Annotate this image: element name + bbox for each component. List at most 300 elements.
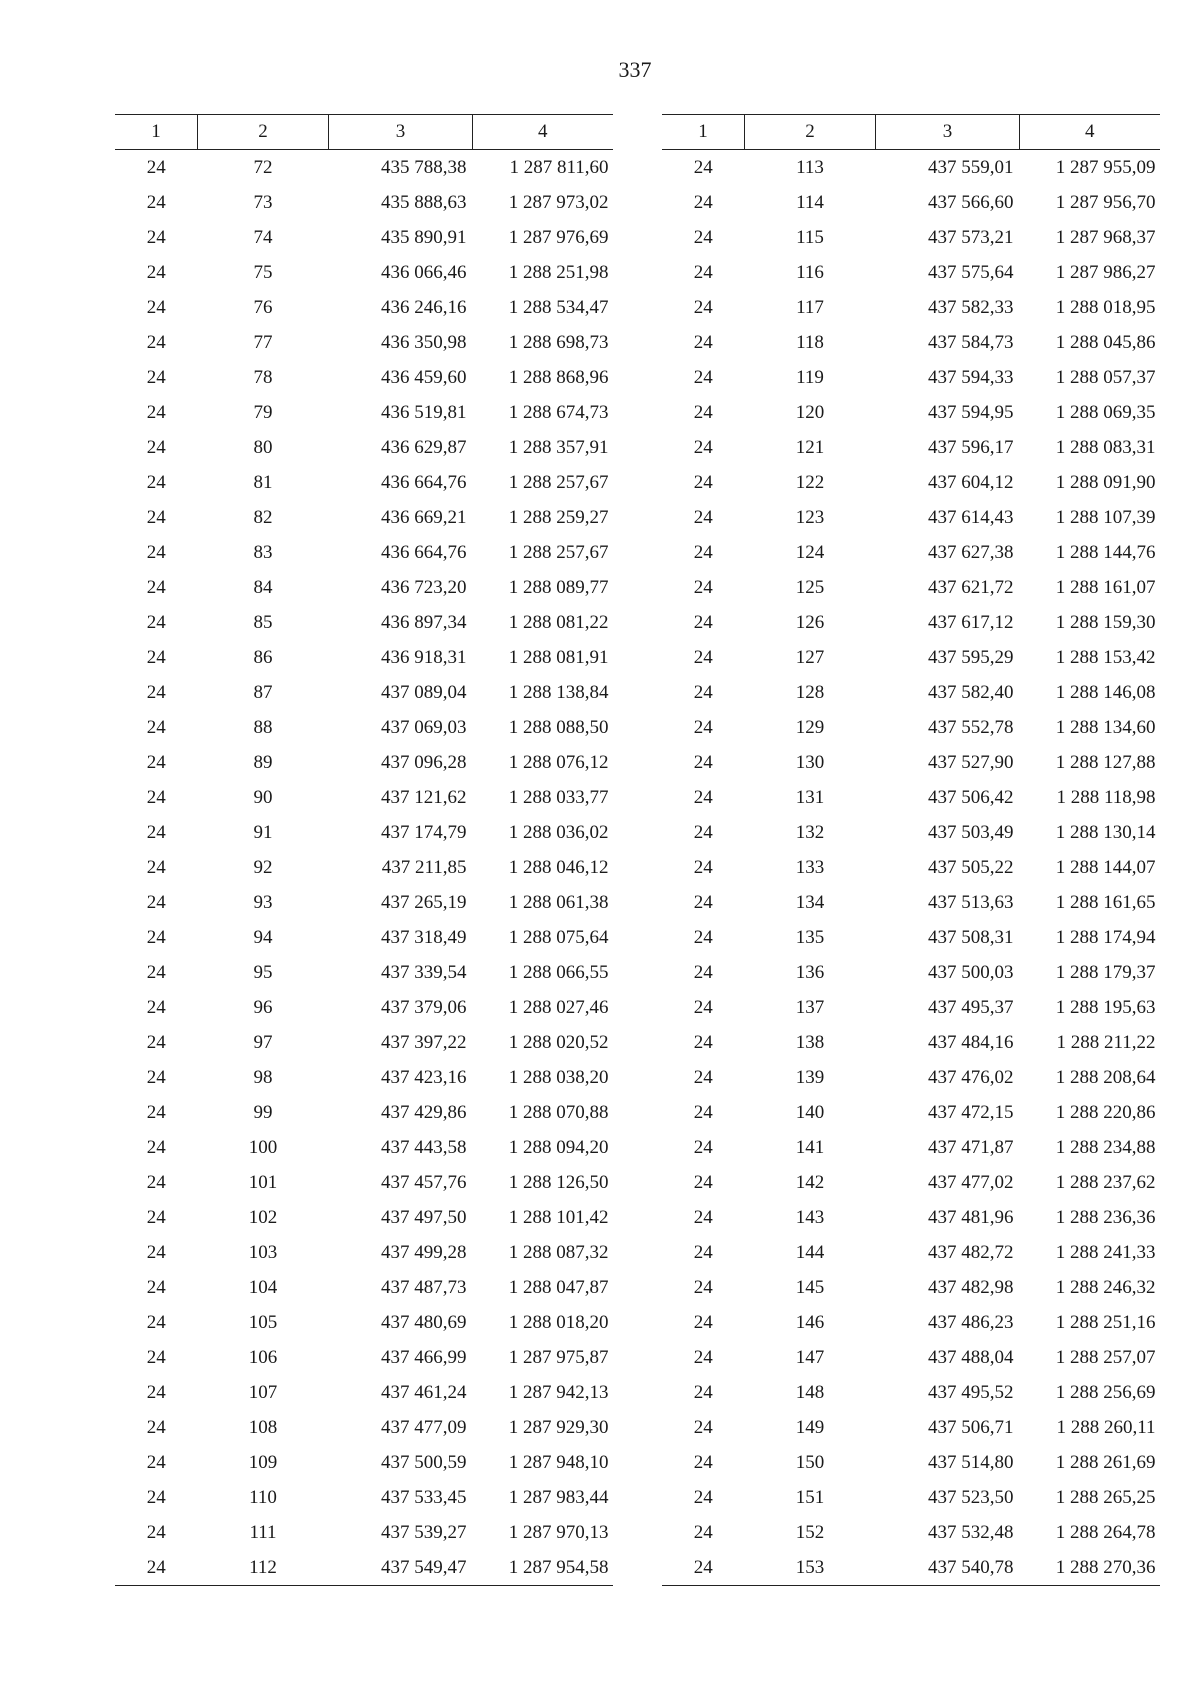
cell-point: 143 [795, 1206, 825, 1228]
cell-y: 1 288 081,22 [508, 611, 609, 633]
column-header: 2 [198, 115, 329, 150]
cell-y: 1 288 144,76 [1055, 541, 1156, 563]
cell-y: 1 288 018,20 [508, 1311, 609, 1333]
cell-y: 1 288 211,22 [1056, 1031, 1156, 1053]
cell-y: 1 288 020,52 [508, 1031, 609, 1053]
cell-contour: 24 [693, 1381, 713, 1403]
cell-contour: 24 [146, 821, 166, 843]
cell-point: 131 [795, 786, 825, 808]
cell-point: 84 [253, 576, 273, 598]
cell-contour: 24 [146, 191, 166, 213]
cell-contour: 24 [693, 1171, 713, 1193]
cell-point: 80 [253, 436, 273, 458]
cell-x: 437 614,43 [928, 506, 1014, 528]
cell-point: 135 [795, 926, 825, 948]
cell-y: 1 288 159,30 [1055, 611, 1156, 633]
cell-point: 147 [795, 1346, 825, 1368]
cell-y: 1 288 534,47 [508, 296, 609, 318]
cell-contour: 24 [693, 1521, 713, 1543]
cell-y: 1 288 075,64 [508, 926, 609, 948]
cell-contour: 24 [693, 611, 713, 633]
cell-x: 437 627,38 [928, 541, 1014, 563]
cell-contour: 24 [146, 961, 166, 983]
table-row [115, 465, 613, 500]
cell-contour: 24 [146, 1416, 166, 1438]
cell-y: 1 288 259,27 [508, 506, 609, 528]
table-row [662, 500, 1160, 535]
cell-contour: 24 [146, 401, 166, 423]
cell-point: 108 [248, 1416, 278, 1438]
cell-x: 437 621,72 [928, 576, 1014, 598]
table-row [115, 1235, 613, 1270]
cell-x: 436 519,81 [381, 401, 467, 423]
cell-point: 116 [796, 261, 824, 283]
table-row [115, 255, 613, 290]
cell-point: 72 [253, 156, 273, 178]
cell-point: 77 [253, 331, 273, 353]
cell-y: 1 288 118,98 [1056, 786, 1156, 808]
table-row [662, 1235, 1160, 1270]
cell-contour: 24 [693, 506, 713, 528]
cell-contour: 24 [693, 996, 713, 1018]
table-row [662, 290, 1160, 325]
table-row [662, 185, 1160, 220]
coordinates-table-left [115, 114, 613, 1586]
cell-y: 1 288 195,63 [1055, 996, 1156, 1018]
cell-point: 133 [795, 856, 825, 878]
cell-x: 437 096,28 [381, 751, 467, 773]
table-row [662, 220, 1160, 255]
table-row [115, 1340, 613, 1375]
cell-x: 437 604,12 [928, 471, 1014, 493]
cell-point: 83 [253, 541, 273, 563]
table-row [662, 150, 1160, 186]
cell-x: 437 486,23 [928, 1311, 1014, 1333]
cell-contour: 24 [146, 366, 166, 388]
cell-x: 437 457,76 [381, 1171, 467, 1193]
cell-point: 145 [795, 1276, 825, 1298]
cell-point: 109 [248, 1451, 278, 1473]
table-row [115, 1550, 613, 1586]
cell-x: 436 664,76 [381, 541, 467, 563]
cell-y: 1 287 975,87 [508, 1346, 609, 1368]
cell-point: 127 [795, 646, 825, 668]
cell-contour: 24 [693, 261, 713, 283]
cell-x: 437 265,19 [381, 891, 467, 913]
cell-contour: 24 [146, 471, 166, 493]
table-body-right [662, 150, 1160, 1586]
table-row [662, 1165, 1160, 1200]
cell-contour: 24 [146, 751, 166, 773]
table-row [115, 920, 613, 955]
cell-point: 139 [795, 1066, 825, 1088]
cell-x: 437 573,21 [928, 226, 1014, 248]
cell-contour: 24 [693, 751, 713, 773]
cell-contour: 24 [693, 366, 713, 388]
cell-contour: 24 [693, 156, 713, 178]
cell-contour: 24 [146, 1311, 166, 1333]
cell-x: 437 513,63 [928, 891, 1014, 913]
cell-x: 437 174,79 [381, 821, 467, 843]
table-row [662, 1095, 1160, 1130]
cell-contour: 24 [693, 1311, 713, 1333]
cell-point: 117 [796, 296, 824, 318]
cell-y: 1 288 261,69 [1055, 1451, 1156, 1473]
cell-point: 110 [249, 1486, 277, 1508]
cell-contour: 24 [146, 1066, 166, 1088]
cell-contour: 24 [115, 1550, 198, 1586]
cell-y: 1 288 265,25 [1055, 1486, 1156, 1508]
cell-point: 144 [795, 1241, 825, 1263]
table-row [662, 430, 1160, 465]
cell-y: 1 288 260,11 [1056, 1416, 1156, 1438]
cell-x: 437 595,29 [928, 646, 1014, 668]
cell-contour: 24 [693, 716, 713, 738]
cell-contour: 24 [146, 1171, 166, 1193]
cell-y: 1 288 061,38 [508, 891, 609, 913]
cell-y: 1 288 674,73 [508, 401, 609, 423]
cell-x: 437 379,06 [381, 996, 467, 1018]
cell-contour: 24 [146, 541, 166, 563]
table-row [115, 710, 613, 745]
table-row [662, 360, 1160, 395]
cell-y: 1 288 208,64 [1055, 1066, 1156, 1088]
cell-contour: 24 [693, 471, 713, 493]
cell-contour: 24 [693, 1486, 713, 1508]
cell-point: 122 [795, 471, 825, 493]
cell-point: 94 [253, 926, 273, 948]
cell-x: 437 514,80 [928, 1451, 1014, 1473]
cell-y: 1 288 174,94 [1055, 926, 1156, 948]
cell-point: 123 [795, 506, 825, 528]
cell-point: 151 [795, 1486, 825, 1508]
cell-x: 437 506,42 [928, 786, 1014, 808]
cell-x: 437 549,47 [329, 1550, 473, 1586]
cell-contour: 24 [146, 716, 166, 738]
cell-contour: 24 [146, 506, 166, 528]
cell-y: 1 288 027,46 [508, 996, 609, 1018]
cell-contour: 24 [693, 1206, 713, 1228]
cell-point: 114 [796, 191, 824, 213]
cell-x: 437 487,73 [381, 1276, 467, 1298]
cell-contour: 24 [146, 576, 166, 598]
cell-contour: 24 [146, 156, 166, 178]
table-row [115, 780, 613, 815]
cell-y: 1 288 088,50 [508, 716, 609, 738]
table-row [662, 1410, 1160, 1445]
cell-contour: 24 [693, 891, 713, 913]
cell-point: 79 [253, 401, 273, 423]
cell-x: 437 539,27 [381, 1521, 467, 1543]
table-row [662, 1270, 1160, 1305]
cell-x: 437 339,54 [381, 961, 467, 983]
cell-point: 81 [253, 471, 273, 493]
cell-x: 437 527,90 [928, 751, 1014, 773]
cell-point: 102 [248, 1206, 278, 1228]
cell-point: 137 [795, 996, 825, 1018]
cell-contour: 24 [693, 541, 713, 563]
cell-contour: 24 [693, 961, 713, 983]
table-row [662, 395, 1160, 430]
cell-y: 1 288 161,07 [1055, 576, 1156, 598]
cell-y: 1 288 236,36 [1055, 1206, 1156, 1228]
cell-y: 1 288 251,98 [508, 261, 609, 283]
cell-y: 1 288 087,32 [508, 1241, 609, 1263]
cell-contour: 24 [693, 821, 713, 843]
table-row [662, 1060, 1160, 1095]
cell-point: 126 [795, 611, 825, 633]
cell-y: 1 288 251,16 [1055, 1311, 1156, 1333]
cell-contour: 24 [146, 296, 166, 318]
table-row [115, 290, 613, 325]
cell-y: 1 288 057,37 [1055, 366, 1156, 388]
cell-point: 96 [253, 996, 273, 1018]
cell-x: 436 897,34 [381, 611, 467, 633]
cell-y: 1 288 270,36 [1020, 1550, 1160, 1586]
cell-point: 125 [795, 576, 825, 598]
cell-x: 437 476,02 [928, 1066, 1014, 1088]
table-row [662, 1445, 1160, 1480]
cell-x: 437 594,95 [928, 401, 1014, 423]
cell-y: 1 288 070,88 [508, 1101, 609, 1123]
cell-contour: 24 [693, 576, 713, 598]
cell-y: 1 287 929,30 [508, 1416, 609, 1438]
table-row [115, 605, 613, 640]
cell-contour: 24 [146, 1241, 166, 1263]
cell-x: 437 480,69 [381, 1311, 467, 1333]
cell-point: 90 [253, 786, 273, 808]
cell-x: 437 532,48 [928, 1521, 1014, 1543]
cell-contour: 24 [693, 1346, 713, 1368]
cell-point: 85 [253, 611, 273, 633]
cell-contour: 24 [146, 226, 166, 248]
cell-x: 436 350,98 [381, 331, 467, 353]
cell-x: 437 582,40 [928, 681, 1014, 703]
cell-x: 436 066,46 [381, 261, 467, 283]
cell-y: 1 287 973,02 [508, 191, 609, 213]
cell-point: 92 [253, 856, 273, 878]
cell-point: 107 [248, 1381, 278, 1403]
cell-x: 436 629,87 [381, 436, 467, 458]
cell-y: 1 288 161,65 [1055, 891, 1156, 913]
table-row [115, 1095, 613, 1130]
cell-contour: 24 [693, 331, 713, 353]
table-row [115, 1410, 613, 1445]
table-row [115, 185, 613, 220]
cell-y: 1 288 101,42 [508, 1206, 609, 1228]
cell-y: 1 288 045,86 [1055, 331, 1156, 353]
cell-point: 153 [745, 1550, 876, 1586]
cell-x: 436 459,60 [381, 366, 467, 388]
cell-y: 1 288 081,91 [508, 646, 609, 668]
column-header: 3 [329, 115, 473, 150]
cell-x: 437 466,99 [381, 1346, 467, 1368]
cell-y: 1 288 179,37 [1055, 961, 1156, 983]
cell-y: 1 288 076,12 [508, 751, 609, 773]
cell-x: 437 523,50 [928, 1486, 1014, 1508]
cell-point: 89 [253, 751, 273, 773]
cell-point: 98 [253, 1066, 273, 1088]
cell-y: 1 288 357,91 [508, 436, 609, 458]
cell-point: 128 [795, 681, 825, 703]
cell-y: 1 288 264,78 [1055, 1521, 1156, 1543]
cell-y: 1 288 146,08 [1055, 681, 1156, 703]
cell-contour: 24 [146, 331, 166, 353]
table-row [115, 885, 613, 920]
table-row [662, 850, 1160, 885]
table-row [662, 990, 1160, 1025]
cell-point: 100 [248, 1136, 278, 1158]
cell-point: 76 [253, 296, 273, 318]
cell-y: 1 288 234,88 [1055, 1136, 1156, 1158]
cell-contour: 24 [146, 646, 166, 668]
table-row [115, 325, 613, 360]
cell-contour: 24 [693, 191, 713, 213]
cell-point: 91 [253, 821, 273, 843]
cell-y: 1 288 107,39 [1055, 506, 1156, 528]
cell-contour: 24 [693, 1276, 713, 1298]
cell-contour: 24 [146, 436, 166, 458]
cell-contour: 24 [146, 856, 166, 878]
cell-x: 436 669,21 [381, 506, 467, 528]
cell-x: 437 471,87 [928, 1136, 1014, 1158]
cell-contour: 24 [146, 261, 166, 283]
cell-y: 1 288 257,67 [508, 541, 609, 563]
table-row [662, 605, 1160, 640]
cell-contour: 24 [146, 996, 166, 1018]
cell-x: 437 582,33 [928, 296, 1014, 318]
cell-y: 1 288 868,96 [508, 366, 609, 388]
cell-contour: 24 [146, 1101, 166, 1123]
cell-point: 148 [795, 1381, 825, 1403]
cell-x: 437 508,31 [928, 926, 1014, 948]
cell-contour: 24 [693, 401, 713, 423]
cell-y: 1 288 241,33 [1055, 1241, 1156, 1263]
table-row [115, 570, 613, 605]
cell-x: 437 533,45 [381, 1486, 467, 1508]
cell-contour: 24 [146, 786, 166, 808]
cell-y: 1 288 220,86 [1055, 1101, 1156, 1123]
cell-x: 437 559,01 [928, 156, 1014, 178]
cell-x: 437 121,62 [381, 786, 467, 808]
cell-point: 150 [795, 1451, 825, 1473]
cell-x: 437 488,04 [928, 1346, 1014, 1368]
cell-y: 1 288 066,55 [508, 961, 609, 983]
cell-x: 436 918,31 [381, 646, 467, 668]
table-row [662, 640, 1160, 675]
table-row [115, 1445, 613, 1480]
cell-contour: 24 [693, 296, 713, 318]
cell-contour: 24 [146, 1381, 166, 1403]
cell-point: 146 [795, 1311, 825, 1333]
cell-y: 1 288 046,12 [508, 856, 609, 878]
table-row [115, 220, 613, 255]
cell-x: 437 497,50 [381, 1206, 467, 1228]
cell-contour: 24 [662, 1550, 745, 1586]
table-row [662, 1025, 1160, 1060]
table-row [662, 1130, 1160, 1165]
cell-contour: 24 [146, 1521, 166, 1543]
cell-point: 124 [795, 541, 825, 563]
cell-y: 1 288 153,42 [1055, 646, 1156, 668]
cell-y: 1 288 237,62 [1055, 1171, 1156, 1193]
cell-x: 437 584,73 [928, 331, 1014, 353]
table-row [662, 1375, 1160, 1410]
table-row [115, 1480, 613, 1515]
column-header: 1 [662, 115, 745, 150]
table-row [662, 1515, 1160, 1550]
cell-point: 112 [198, 1550, 329, 1586]
cell-contour: 24 [146, 891, 166, 913]
table-row [115, 1305, 613, 1340]
table-row [662, 1200, 1160, 1235]
cell-x: 437 423,16 [381, 1066, 467, 1088]
cell-x: 437 503,49 [928, 821, 1014, 843]
cell-contour: 24 [146, 1206, 166, 1228]
column-header: 2 [745, 115, 876, 150]
cell-point: 111 [249, 1521, 277, 1543]
table-row [115, 1200, 613, 1235]
cell-x: 437 594,33 [928, 366, 1014, 388]
cell-x: 437 397,22 [381, 1031, 467, 1053]
cell-y: 1 288 257,67 [508, 471, 609, 493]
cell-x: 437 069,03 [381, 716, 467, 738]
cell-y: 1 288 036,02 [508, 821, 609, 843]
cell-x: 435 890,91 [381, 226, 467, 248]
column-header: 1 [115, 115, 198, 150]
cell-y: 1 287 986,27 [1055, 261, 1156, 283]
table-row [115, 1165, 613, 1200]
cell-contour: 24 [146, 681, 166, 703]
cell-point: 118 [796, 331, 824, 353]
cell-point: 93 [253, 891, 273, 913]
cell-y: 1 287 955,09 [1055, 156, 1156, 178]
table-row [115, 815, 613, 850]
cell-point: 105 [248, 1311, 278, 1333]
table-row [662, 570, 1160, 605]
table-row [115, 640, 613, 675]
table-row [115, 360, 613, 395]
cell-point: 87 [253, 681, 273, 703]
table-row [115, 430, 613, 465]
cell-y: 1 287 956,70 [1055, 191, 1156, 213]
cell-y: 1 288 069,35 [1055, 401, 1156, 423]
cell-contour: 24 [693, 226, 713, 248]
cell-x: 437 429,86 [381, 1101, 467, 1123]
cell-contour: 24 [693, 856, 713, 878]
cell-x: 437 211,85 [381, 856, 467, 878]
table-row [662, 465, 1160, 500]
cell-x: 437 575,64 [928, 261, 1014, 283]
cell-x: 437 484,16 [928, 1031, 1014, 1053]
cell-y: 1 288 698,73 [508, 331, 609, 353]
table-row [115, 745, 613, 780]
column-header: 4 [473, 115, 613, 150]
cell-contour: 24 [146, 1346, 166, 1368]
table-row [115, 1025, 613, 1060]
cell-point: 99 [253, 1101, 273, 1123]
cell-y: 1 287 983,44 [508, 1486, 609, 1508]
cell-x: 437 495,52 [928, 1381, 1014, 1403]
table-row [115, 1515, 613, 1550]
cell-point: 138 [795, 1031, 825, 1053]
cell-x: 437 566,60 [928, 191, 1014, 213]
cell-contour: 24 [693, 1416, 713, 1438]
cell-contour: 24 [146, 1136, 166, 1158]
cell-y: 1 287 970,13 [508, 1521, 609, 1543]
cell-y: 1 288 126,50 [508, 1171, 609, 1193]
cell-x: 436 246,16 [381, 296, 467, 318]
